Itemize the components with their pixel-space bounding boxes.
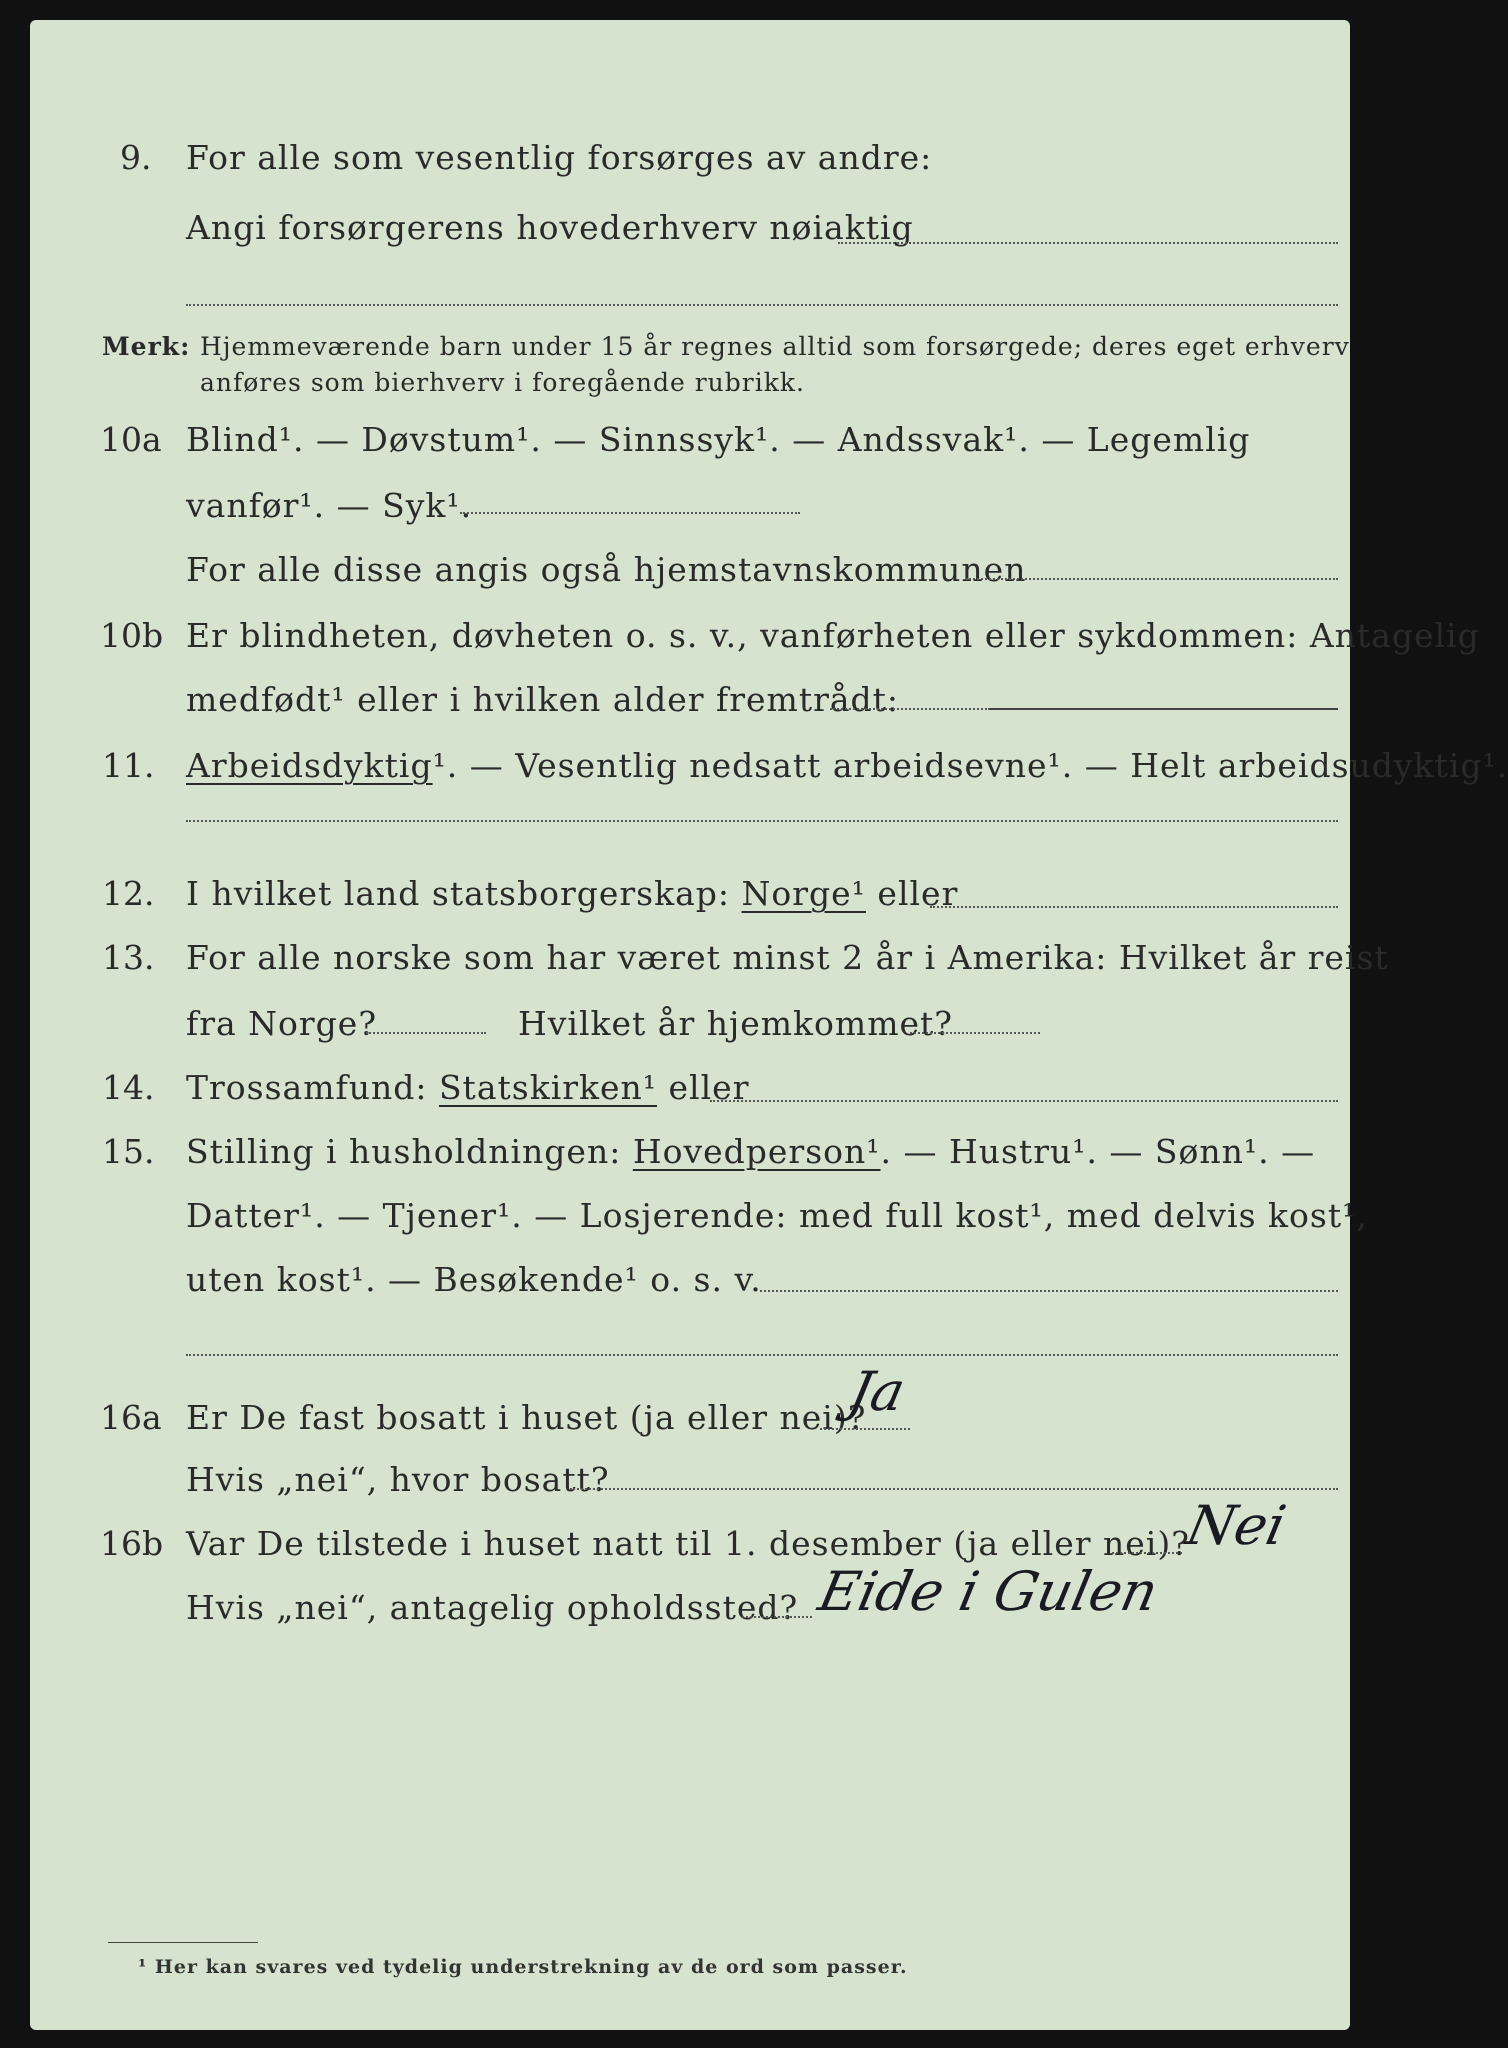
q9-answer-line	[838, 242, 1338, 244]
q9-line2: Angi forsørgerens hovederhverv nøiaktig	[186, 208, 914, 247]
q10a-answer-line	[460, 512, 800, 514]
q15-line2: Datter¹. — Tjener¹. — Losjerende: med full kost¹, med delvis kost¹,	[186, 1196, 1368, 1235]
q16a-line1: Er De fast bosatt i huset (ja eller nei)?	[186, 1398, 867, 1437]
q10b-line2: medfødt¹ eller i hvilken alder fremtrådt:	[186, 680, 900, 719]
q13-line2b: Hvilket år hjemkommet?	[518, 1004, 953, 1043]
q16b-line2: Hvis „nei“, antagelig opholdssted?	[186, 1588, 799, 1627]
q14-pre: Trossamfund:	[186, 1068, 428, 1107]
q16a-number: 16a	[100, 1398, 162, 1437]
q14-line	[186, 1068, 749, 1107]
q9-answer-line-2	[186, 304, 1338, 306]
q14-option-statskirken: Statskirken¹	[438, 1068, 658, 1107]
q10b-number: 10b	[100, 616, 164, 655]
q10a-kommune-line	[966, 578, 1338, 580]
q14-answer-line	[710, 1100, 1338, 1102]
q11-line	[186, 746, 1508, 785]
q10b-line1: Er blindheten, døvheten o. s. v., vanførheten eller sykdommen: Antagelig	[186, 616, 1480, 655]
merk-line1: Hjemmeværende barn under 15 år regnes alltid som forsørgede; deres eget erhverv	[200, 332, 1350, 361]
q13-hjemkommet-line	[910, 1032, 1040, 1034]
q15-post: . — Hustru¹. — Sønn¹. —	[880, 1132, 1316, 1171]
q14-number: 14.	[102, 1068, 155, 1107]
merk-line2: anføres som bierhverv i foregående rubrikk.	[200, 368, 805, 397]
q14-post: eller	[668, 1068, 750, 1107]
q16b-opholdssted-line	[742, 1616, 812, 1618]
q16b-answer-line	[1112, 1552, 1182, 1554]
q16a-answer-line	[820, 1428, 910, 1430]
q15-pre: Stilling i husholdningen:	[186, 1132, 622, 1171]
q10a-line1: Blind¹. — Døvstum¹. — Sinnssyk¹. — Andssvak¹. — Legemlig	[186, 420, 1251, 459]
q11-number: 11.	[102, 746, 155, 785]
q15-line3: uten kost¹. — Besøkende¹ o. s. v.	[186, 1260, 762, 1299]
q15-answer-line	[760, 1290, 1338, 1292]
q15-option-hovedperson: Hovedperson¹	[632, 1132, 881, 1171]
q12-option-norge: Norge¹	[741, 874, 866, 913]
q13-line2a: fra Norge?	[186, 1004, 378, 1043]
q16a-line2: Hvis „nei“, hvor bosatt?	[186, 1460, 610, 1499]
q12-pre: I hvilket land statsborgerskap:	[186, 874, 731, 913]
q10a-number: 10a	[100, 420, 162, 459]
q15-answer-line-2	[186, 1354, 1338, 1356]
q11-option-arbeidsdyktig: Arbeidsdyktig	[186, 746, 433, 785]
q16a-bosatt-line	[570, 1488, 1338, 1490]
q15-line1	[186, 1132, 1315, 1171]
merk-label: Merk:	[102, 332, 191, 361]
footnote: ¹ Her kan svares ved tydelig understrekning av de ord som passer.	[138, 1956, 908, 1978]
census-form-page	[30, 20, 1508, 2030]
q16b-number: 16b	[100, 1524, 164, 1563]
q16b-line1: Var De tilstede i huset natt til 1. desember (ja eller nei)?	[186, 1524, 1190, 1563]
q13-number: 13.	[102, 938, 155, 977]
footnote-rule	[108, 1942, 258, 1943]
q10b-answer-line-solid	[990, 708, 1338, 710]
q16b-handwritten-place: Eide i Gulen	[813, 1560, 1164, 1623]
q9-number: 9.	[120, 138, 152, 177]
q11-rest: ¹. — Vesentlig nedsatt arbeidsevne¹. — Helt arbeidsudyktig¹.	[432, 746, 1508, 785]
q12-number: 12.	[102, 874, 155, 913]
q16b-handwritten-answer: Nei	[1181, 1494, 1292, 1557]
q12-answer-line	[930, 906, 1338, 908]
q15-number: 15.	[102, 1132, 155, 1171]
q10a-line2: vanfør¹. — Syk¹.	[186, 486, 473, 525]
q10b-answer-line	[830, 708, 990, 710]
q16a-handwritten-answer: Ja	[843, 1360, 911, 1423]
q9-line1: For alle som vesentlig forsørges av andre:	[186, 138, 933, 177]
q12-post: eller	[877, 874, 959, 913]
q11-answer-line	[186, 820, 1338, 822]
q10a-line3: For alle disse angis også hjemstavnskommunen	[186, 550, 1027, 589]
q13-line1: For alle norske som har været minst 2 år i Amerika: Hvilket år reist	[186, 938, 1389, 977]
q13-reist-line	[366, 1032, 486, 1034]
q12-line	[186, 874, 958, 913]
